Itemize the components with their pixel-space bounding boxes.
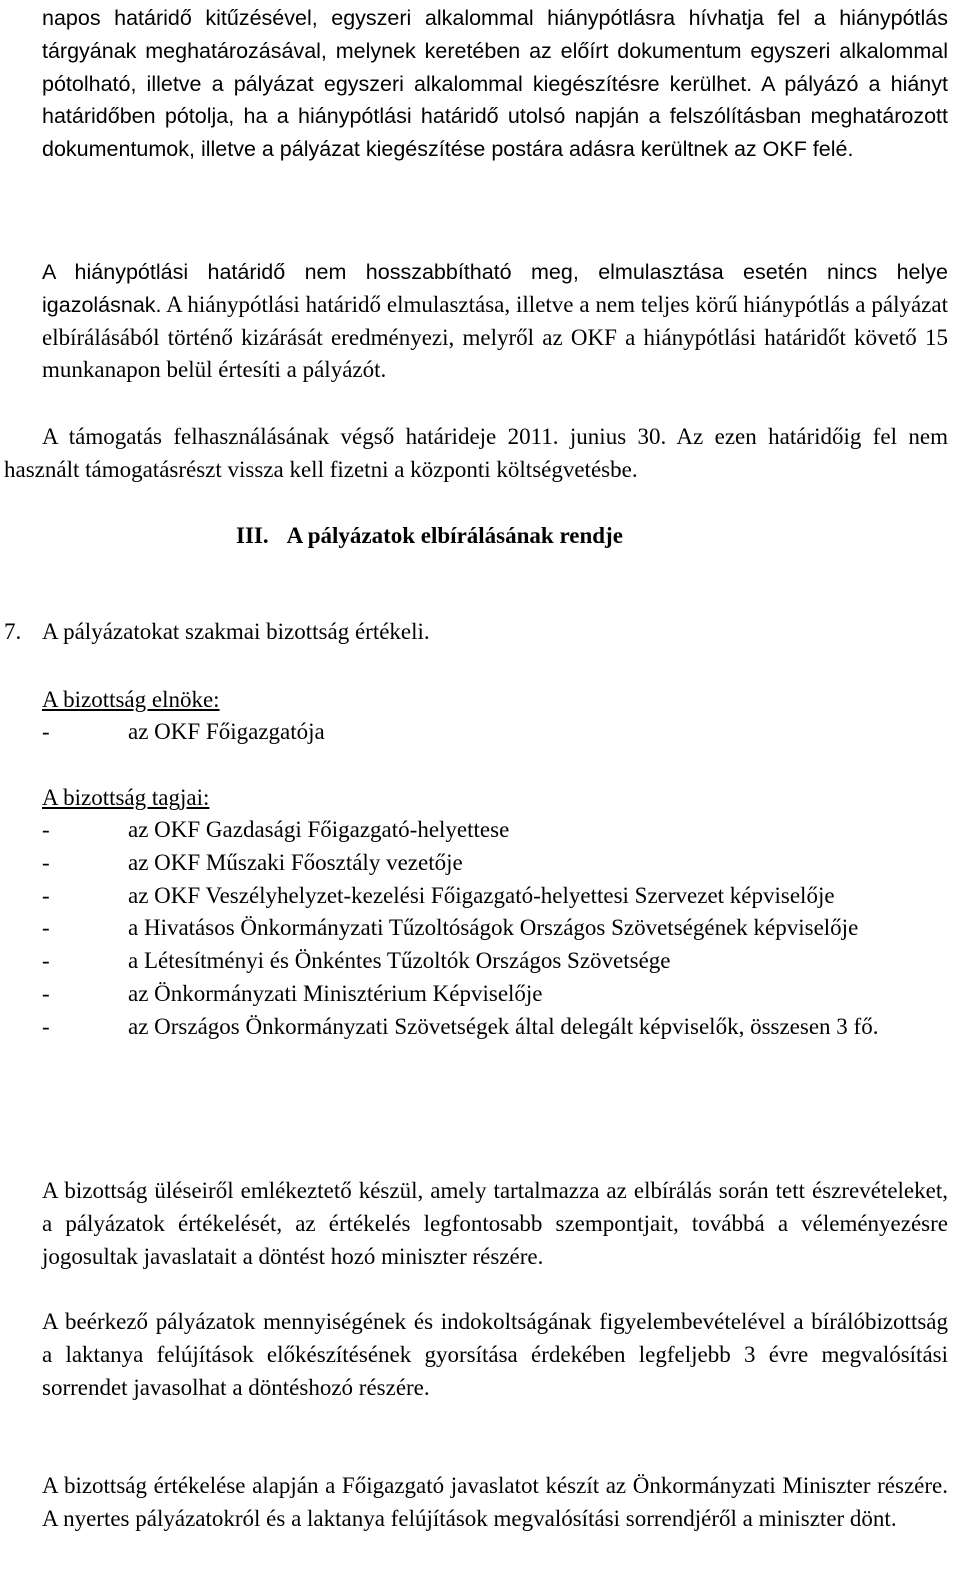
list-item-text: a Hivatásos Önkormányzati Tűzoltóságok Országos Szövetségének képviselője (128, 915, 859, 941)
list-dash: - (42, 980, 50, 1006)
paragraph-deficiency-consequence: A hiánypótlási határidő elmulasztása, illetve a nem teljes körű hiánypótlás a pályázat elbírálásából történő kizárását eredményezi, melyről az OKF a hiánypótlási határidőt követő 15 munkanapon belül értesíti a pályázót. (42, 291, 948, 383)
section-heading (236, 520, 623, 552)
paragraph-priority: A beérkező pályázatok mennyiségének és indokoltságának figyelembevételével a bírálóbizottság a laktanya felújítások előkészítésének gyorsítása érdekében legfeljebb 3 évre megvalósítási sorrendet javasolhat a döntéshozó részére. (42, 1309, 948, 1400)
paragraph-deficiency-deadline (42, 256, 948, 387)
list-item (42, 847, 948, 880)
list-item (42, 978, 948, 1011)
list-item (42, 814, 948, 847)
paragraph-deficiency-notice: napos határidő kitűzésével, egyszeri alkalommal hiánypótlásra hívhatja fel a hiánypótlás tárgyának meghatározásával, melynek keretében az előírt dokumentum egyszeri alkalommal pótolható, illetve a pályázat egyszeri alkalommal kiegészítésre kerülhet. A pályázó a hiányt határidőben pótolja, ha a hiánypótlási határidő utolsó napján a felszólításban meghatározott dokumentumok, illetve a pályázat kiegészítése postára adásra kerültnek az OKF felé. (42, 6, 948, 162)
list-item (42, 716, 948, 749)
list-item-text: az OKF Veszélyhelyzet-kezelési Főigazgató-helyettesi Szervezet képviselője (128, 882, 835, 908)
list-dash: - (42, 915, 50, 941)
point-7-text: A pályázatokat szakmai bizottság értékeli. (42, 619, 430, 644)
list-item-text: az Önkormányzati Minisztérium Képviselője (128, 980, 543, 1006)
list-item (42, 1011, 948, 1044)
paragraph-minutes: A bizottság üléseiről emlékeztető készül, amely tartalmazza az elbírálás során tett észrevételeket, a pályázatok értékelését, az értékelés legfontosabb szempontjait, továbbá a véleményezésre jogosultak javaslatait a döntést hozó miniszter részére. (42, 1178, 948, 1269)
paragraph-decision: A bizottság értékelése alapján a Főigazgató javaslatot készít az Önkormányzati Miniszter részére. A nyertes pályázatokról és a laktanya felújítások megvalósítási sorrendjéről a miniszter dönt. (42, 1473, 948, 1531)
section-title: A pályázatok elbírálásának rendje (286, 523, 623, 548)
section-number: III. (236, 523, 269, 548)
list-dash: - (42, 882, 50, 908)
list-dash: - (42, 948, 50, 974)
list-dash: - (42, 1013, 50, 1039)
members-label: A bizottság tagjai: (42, 785, 210, 810)
chair-list (42, 716, 948, 749)
list-item (42, 945, 948, 978)
list-item-text: az OKF Műszaki Főosztály vezetője (128, 849, 463, 875)
list-item (42, 880, 948, 913)
support-deadline-sentence: A támogatás felhasználásának végső határideje 2011. junius 30. (42, 424, 667, 449)
list-item (42, 912, 948, 945)
list-item-text: az OKF Gazdasági Főigazgató-helyettese (128, 817, 510, 842)
point-7 (4, 616, 430, 649)
paragraph-deficiency-deadline-sans: A hiánypótlási határidő nem hosszabbítható meg, elmulasztása esetén nincs helye igazolásnak. (42, 260, 948, 317)
chair-label: A bizottság elnöke: (42, 687, 220, 712)
list-item-text: az OKF Főigazgatója (128, 719, 325, 744)
paragraph-support-deadline (4, 421, 948, 487)
list-item-text: a Létesítményi és Önkéntes Tűzoltók Országos Szövetsége (128, 948, 671, 974)
list-dash: - (42, 849, 50, 875)
list-dash: - (42, 719, 50, 744)
members-list (42, 814, 948, 1044)
support-refund-sentence: Az ezen határidőig fel nem használt támogatásrészt vissza kell fizetni a központi költségvetésbe. (4, 424, 949, 482)
list-item-text: az Országos Önkormányzati Szövetségek által delegált képviselők, összesen 3 fő. (128, 1013, 879, 1039)
point-7-number: 7. (4, 619, 22, 644)
list-dash: - (42, 817, 50, 842)
